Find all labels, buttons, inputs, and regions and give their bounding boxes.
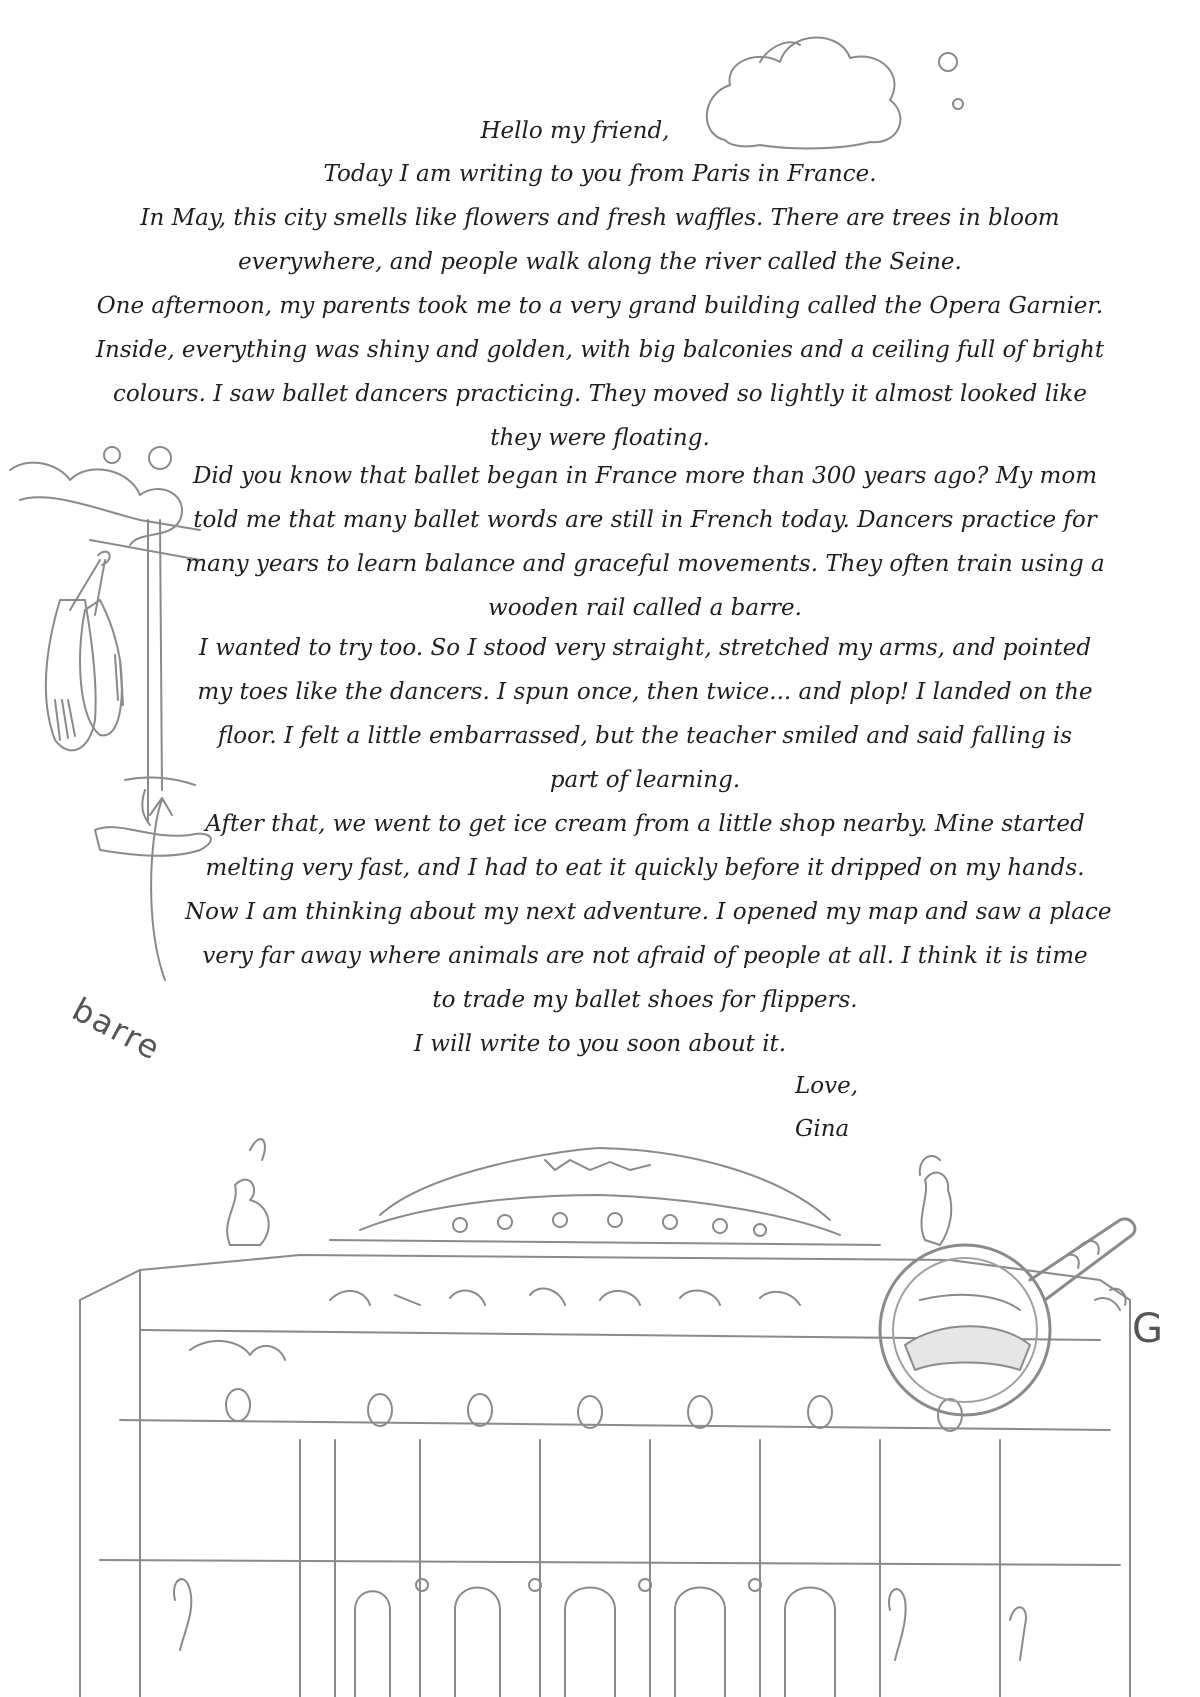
- letter-line: they were floating.: [490, 425, 710, 451]
- letter-line: part of learning.: [549, 767, 741, 793]
- letter-greeting: Hello my friend,: [480, 118, 670, 144]
- barre-arrow-icon: [150, 798, 172, 980]
- letter-line: After that, we went to get ice cream from a little shop nearby. Mine started: [205, 811, 1085, 837]
- opera-garnier-icon: [80, 1139, 1130, 1697]
- letter-line: my toes like the dancers. I spun once, then twice... and plop! I landed on the: [197, 679, 1093, 705]
- letter-line: In May, this city smells like flowers and fresh waffles. There are trees in bloom: [140, 205, 1060, 231]
- letter-line: Did you know that ballet began in France more than 300 years ago? My mom: [192, 463, 1098, 489]
- letter-line: melting very fast, and I had to eat it quickly before it dripped on my hands.: [205, 855, 1085, 881]
- letter-line: colours. I saw ballet dancers practicing. They moved so lightly it almost looked like: [113, 381, 1087, 407]
- letter-line: floor. I felt a little embarrassed, but the teacher smiled and said falling is: [217, 723, 1073, 749]
- letter-signature: Gina: [795, 1116, 850, 1142]
- letter-line: everywhere, and people walk along the river called the Seine.: [238, 249, 962, 275]
- letter-line: many years to learn balance and graceful movements. They often train using a: [185, 551, 1105, 577]
- letter-line: told me that many ballet words are still in French today. Dancers practice for: [193, 507, 1097, 533]
- ballet-shoes-icon: [10, 447, 211, 856]
- letter-line: Today I am writing to you from Paris in France.: [323, 161, 877, 187]
- barre-label: barre: [66, 990, 168, 1068]
- letter-line: One afternoon, my parents took me to a very grand building called the Opera Garnier.: [96, 293, 1104, 319]
- charm-letter: G: [1132, 1306, 1163, 1352]
- letter-closing: Love,: [795, 1073, 859, 1099]
- letter-line: I wanted to try too. So I stood very straight, stretched my arms, and pointed: [198, 635, 1092, 661]
- letter-line: wooden rail called a barre.: [488, 595, 802, 621]
- letter-line: Now I am thinking about my next adventure. I opened my map and saw a place: [185, 899, 1112, 925]
- letter-line: very far away where animals are not afraid of people at all. I think it is time: [202, 943, 1088, 969]
- letter-line: Inside, everything was shiny and golden, with big balconies and a ceiling full of bright: [95, 337, 1105, 363]
- letter-line: to trade my ballet shoes for flippers.: [432, 987, 858, 1013]
- letter-line: I will write to you soon about it.: [413, 1031, 787, 1057]
- magnifying-glass-icon: [880, 1219, 1135, 1415]
